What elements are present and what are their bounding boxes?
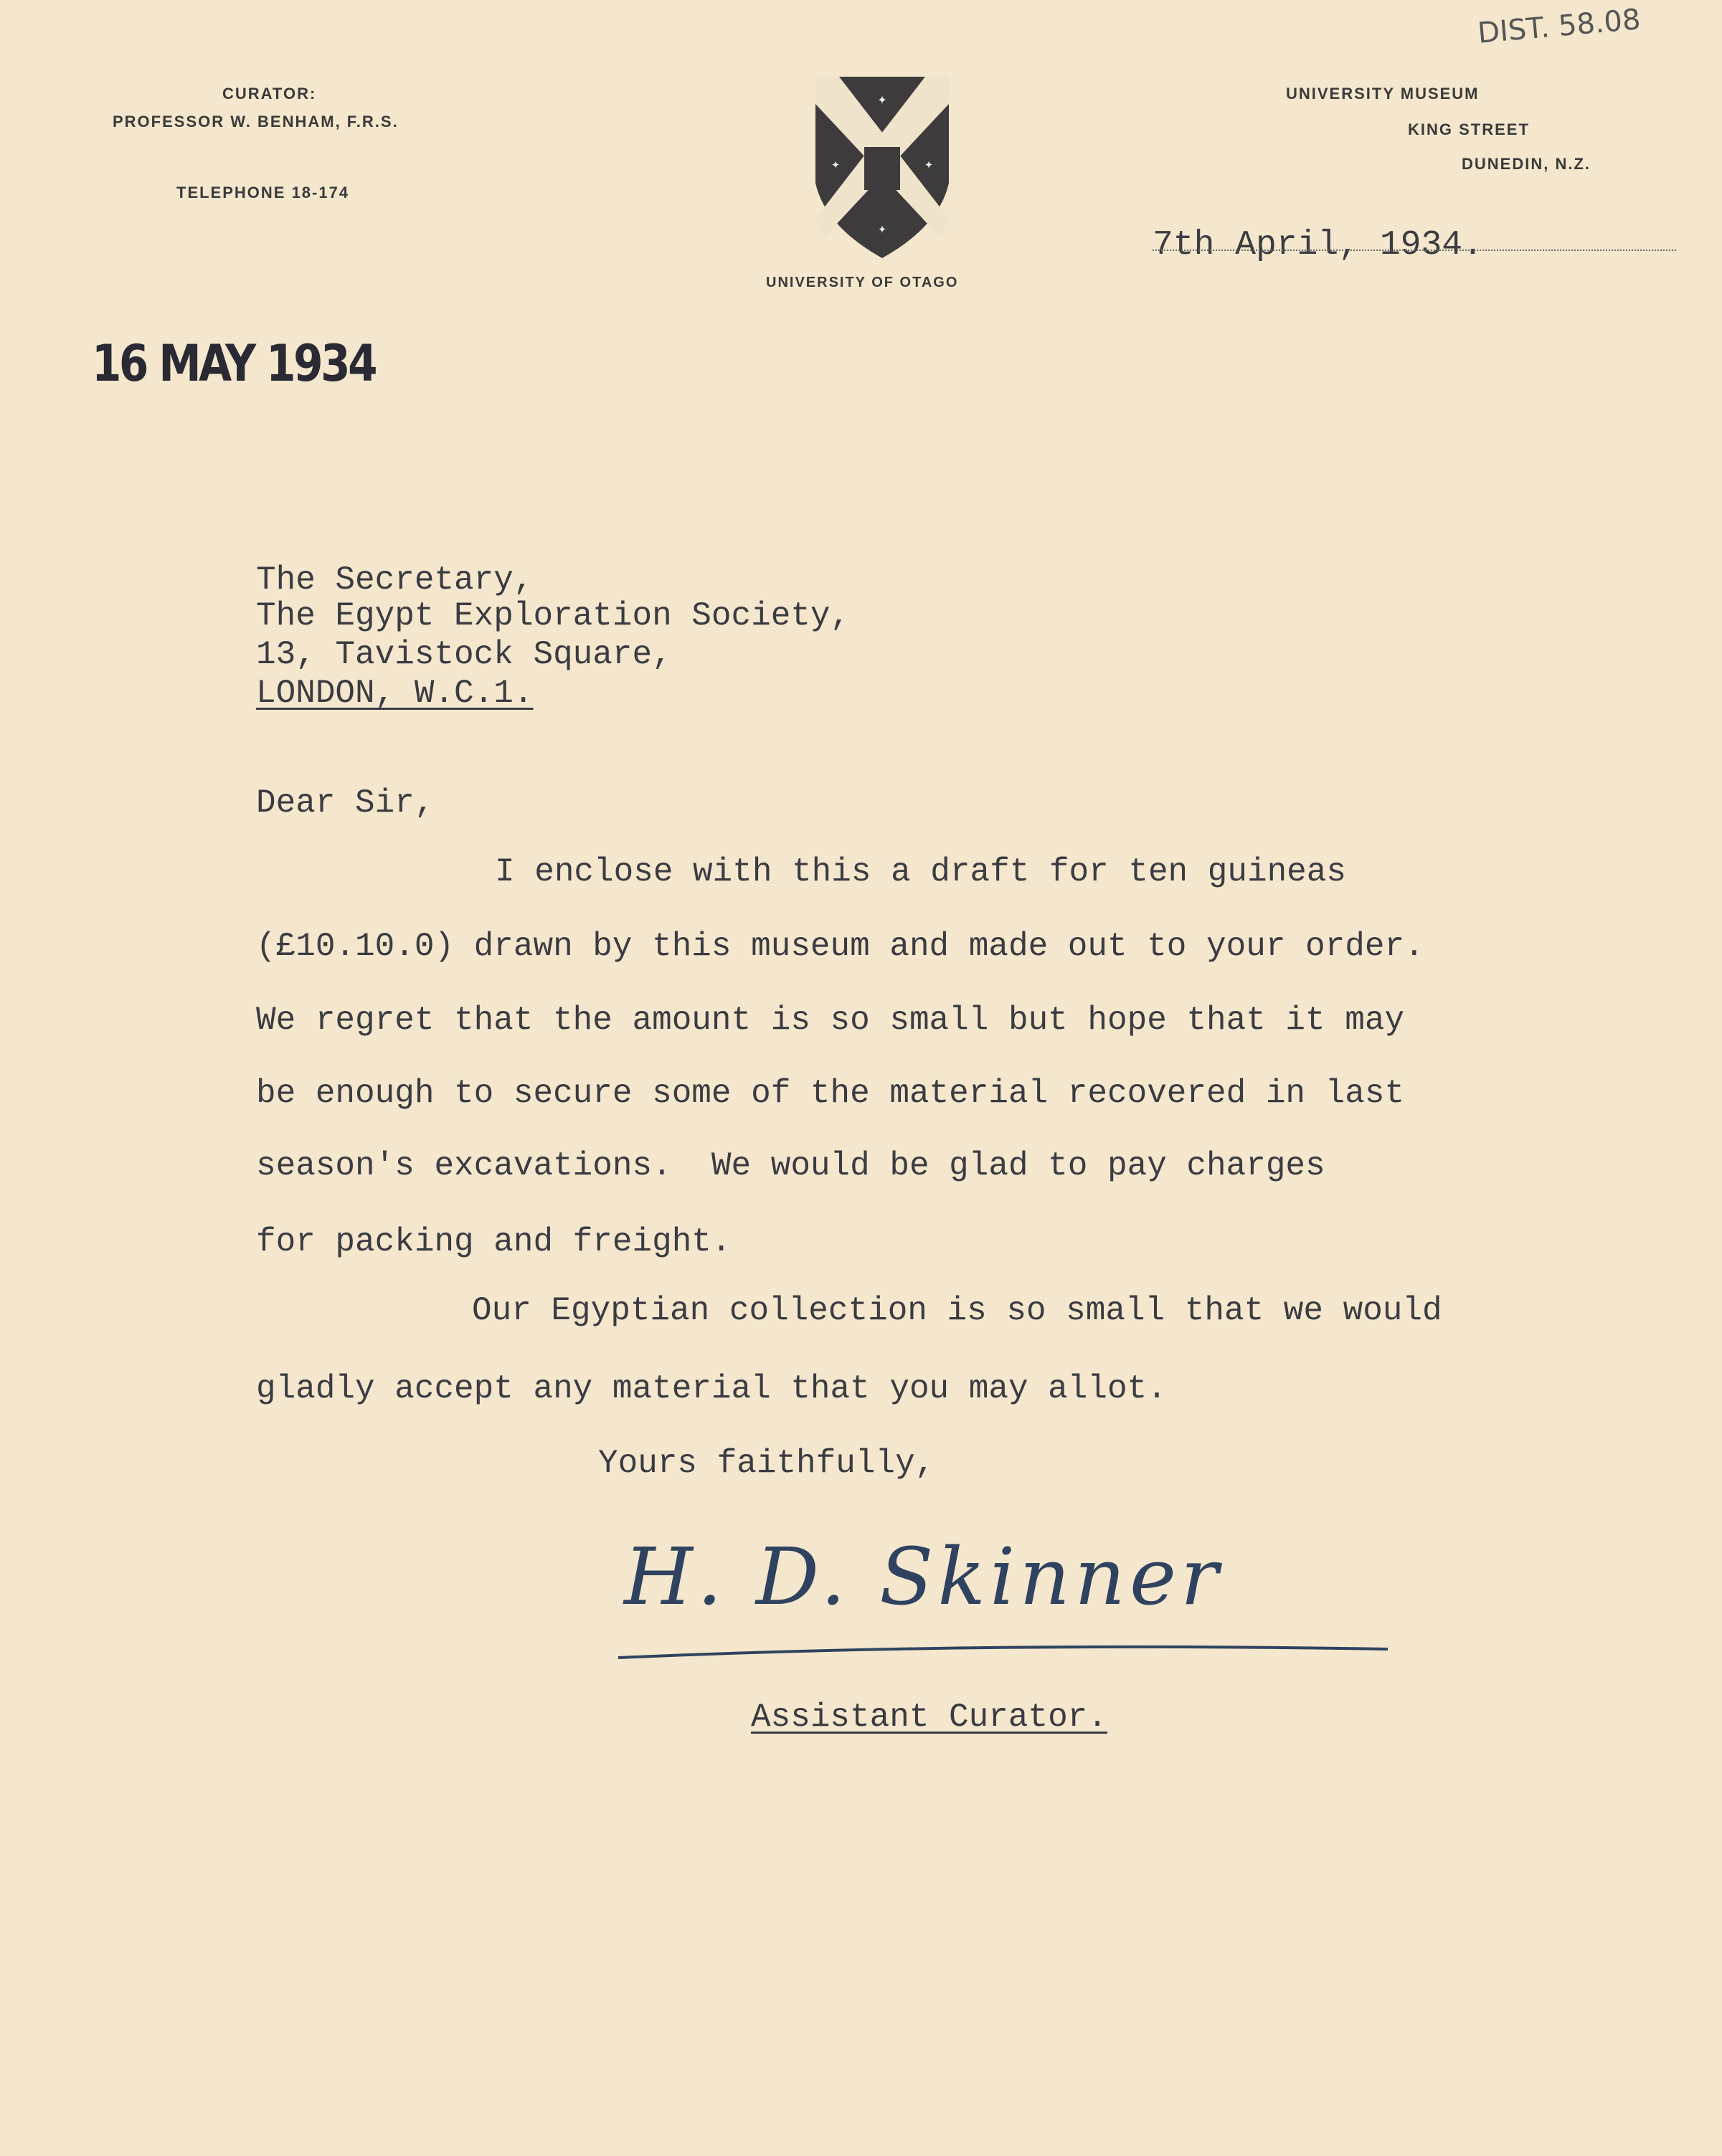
body-line: gladly accept any material that you may allot. xyxy=(256,1370,1167,1407)
recipient-line: LONDON, W.C.1. xyxy=(256,675,534,712)
body-line: (£10.10.0) drawn by this museum and made out to your order. xyxy=(256,928,1424,965)
university-crest xyxy=(814,75,950,258)
body-line: be enough to secure some of the material recovered in last xyxy=(256,1075,1405,1112)
svg-text:✦: ✦ xyxy=(877,91,887,109)
recipient-line: The Secretary, xyxy=(256,561,534,599)
body-line: for packing and freight. xyxy=(256,1223,732,1260)
address-line-3: DUNEDIN, N.Z. xyxy=(1462,155,1591,173)
date-dotted-line xyxy=(1153,250,1676,251)
svg-text:✦: ✦ xyxy=(877,222,887,238)
signatory-title: Assistant Curator. xyxy=(751,1699,1107,1736)
curator-label: CURATOR: xyxy=(222,85,317,103)
crest-caption: UNIVERSITY OF OTAGO xyxy=(766,275,959,290)
recipient-line: The Egypt Exploration Society, xyxy=(256,597,851,635)
archive-mark: DIST. 58.08 xyxy=(1476,3,1642,50)
svg-text:✦: ✦ xyxy=(924,157,934,174)
svg-text:✦: ✦ xyxy=(831,157,841,174)
signature-underline xyxy=(617,1642,1391,1663)
address-line-1: UNIVERSITY MUSEUM xyxy=(1286,85,1480,103)
received-stamp: 16 MAY 1934 xyxy=(92,334,376,393)
signature: H. D. Skinner xyxy=(624,1531,1223,1623)
address-line-2: KING STREET xyxy=(1408,120,1530,138)
body-line: season's excavations. We would be glad to pay charges xyxy=(256,1147,1325,1184)
body-line: Our Egyptian collection is so small that we would xyxy=(472,1292,1442,1329)
curator-name: PROFESSOR W. BENHAM, F.R.S. xyxy=(113,113,399,130)
telephone: TELEPHONE 18-174 xyxy=(176,184,350,201)
closing: Yours faithfully, xyxy=(598,1445,935,1482)
salutation: Dear Sir, xyxy=(256,784,435,822)
recipient-line: 13, Tavistock Square, xyxy=(256,636,672,673)
body-line: We regret that the amount is so small but hope that it may xyxy=(256,1002,1405,1039)
letter-date: 7th April, 1934. xyxy=(1153,226,1483,265)
body-line: I enclose with this a draft for ten guineas xyxy=(495,853,1346,891)
